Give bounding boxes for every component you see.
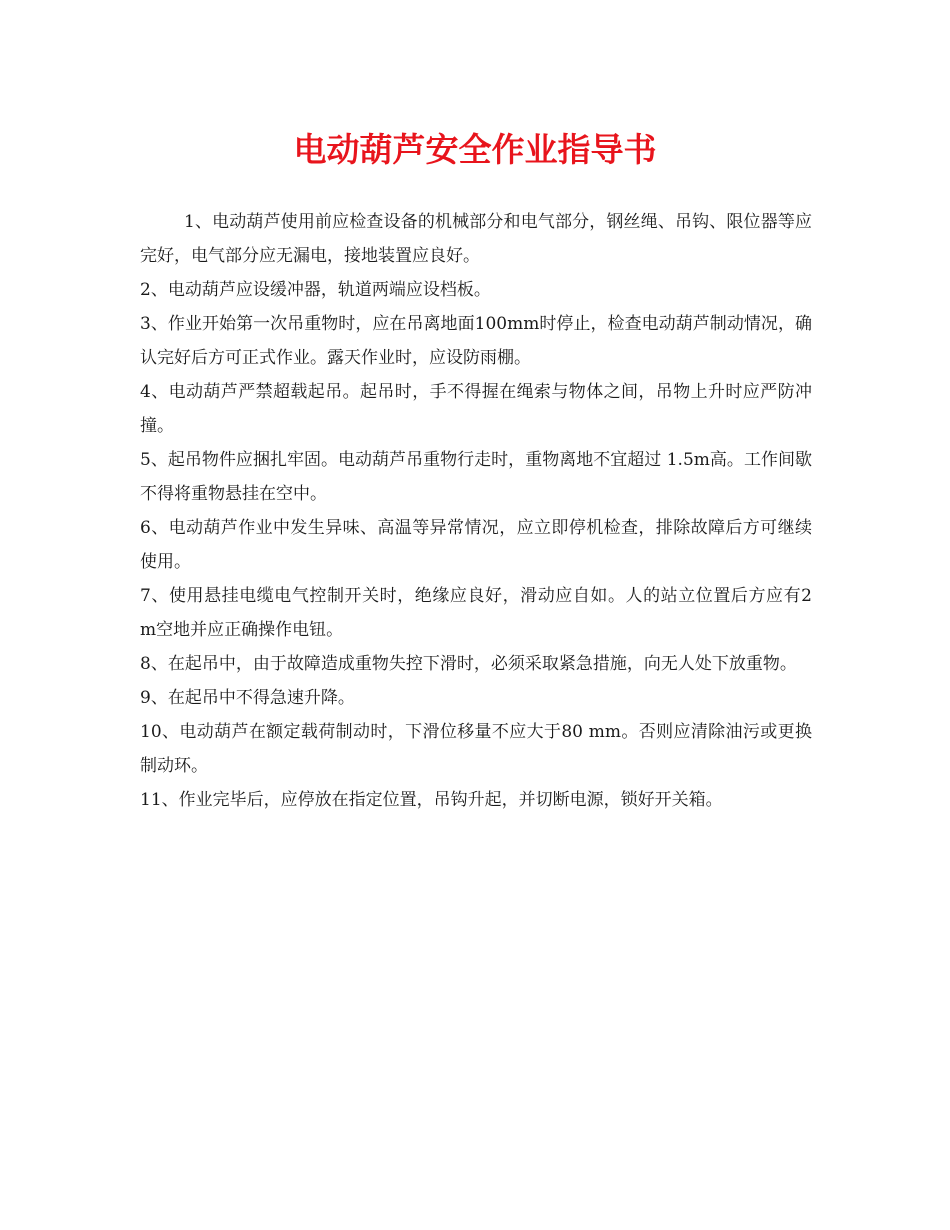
instruction-item-9: 9、在起吊中不得急速升降。 bbox=[140, 688, 355, 708]
instruction-item-2: 2、电动葫芦应设缓冲器，轨道两端应设档板。 bbox=[140, 280, 491, 300]
instruction-item-8: 8、在起吊中，由于故障造成重物失控下滑时，必须采取紧急措施，向无人处下放重物。 bbox=[140, 654, 797, 674]
instruction-item-6: 6、电动葫芦作业中发生异味、高温等异常情况，应立即停机检查，排除故障后方可继续使用。 bbox=[140, 518, 812, 572]
document-title: 电动葫芦安全作业指导书 bbox=[293, 130, 657, 169]
instruction-item-1: 1、电动葫芦使用前应检查设备的机械部分和电气部分，钢丝绳、吊钩、限位器等应完好，电气部分应无漏电，接地装置应良好。 bbox=[140, 212, 812, 266]
instruction-item-5: 5、起吊物件应捆扎牢固。电动葫芦吊重物行走时，重物离地不宜超过 1.5m高。工作间歇不得将重物悬挂在空中。 bbox=[140, 450, 812, 504]
document-body bbox=[140, 205, 812, 817]
instruction-item-11: 11、作业完毕后，应停放在指定位置，吊钩升起，并切断电源，锁好开关箱。 bbox=[140, 790, 723, 810]
instruction-item-7: 7、使用悬挂电缆电气控制开关时，绝缘应良好，滑动应自如。人的站立位置后方应有2 m空地并应正确操作电钮。 bbox=[140, 586, 812, 640]
instruction-item-4: 4、电动葫芦严禁超载起吊。起吊时，手不得握在绳索与物体之间，吊物上升时应严防冲撞。 bbox=[140, 382, 812, 436]
instruction-item-3: 3、作业开始第一次吊重物时，应在吊离地面100mm时停止，检查电动葫芦制动情况，确认完好后方可正式作业。露天作业时，应设防雨棚。 bbox=[140, 314, 812, 368]
instruction-item-10: 10、电动葫芦在额定载荷制动时，下滑位移量不应大于80 mm。否则应清除油污或更换制动环。 bbox=[140, 722, 812, 776]
